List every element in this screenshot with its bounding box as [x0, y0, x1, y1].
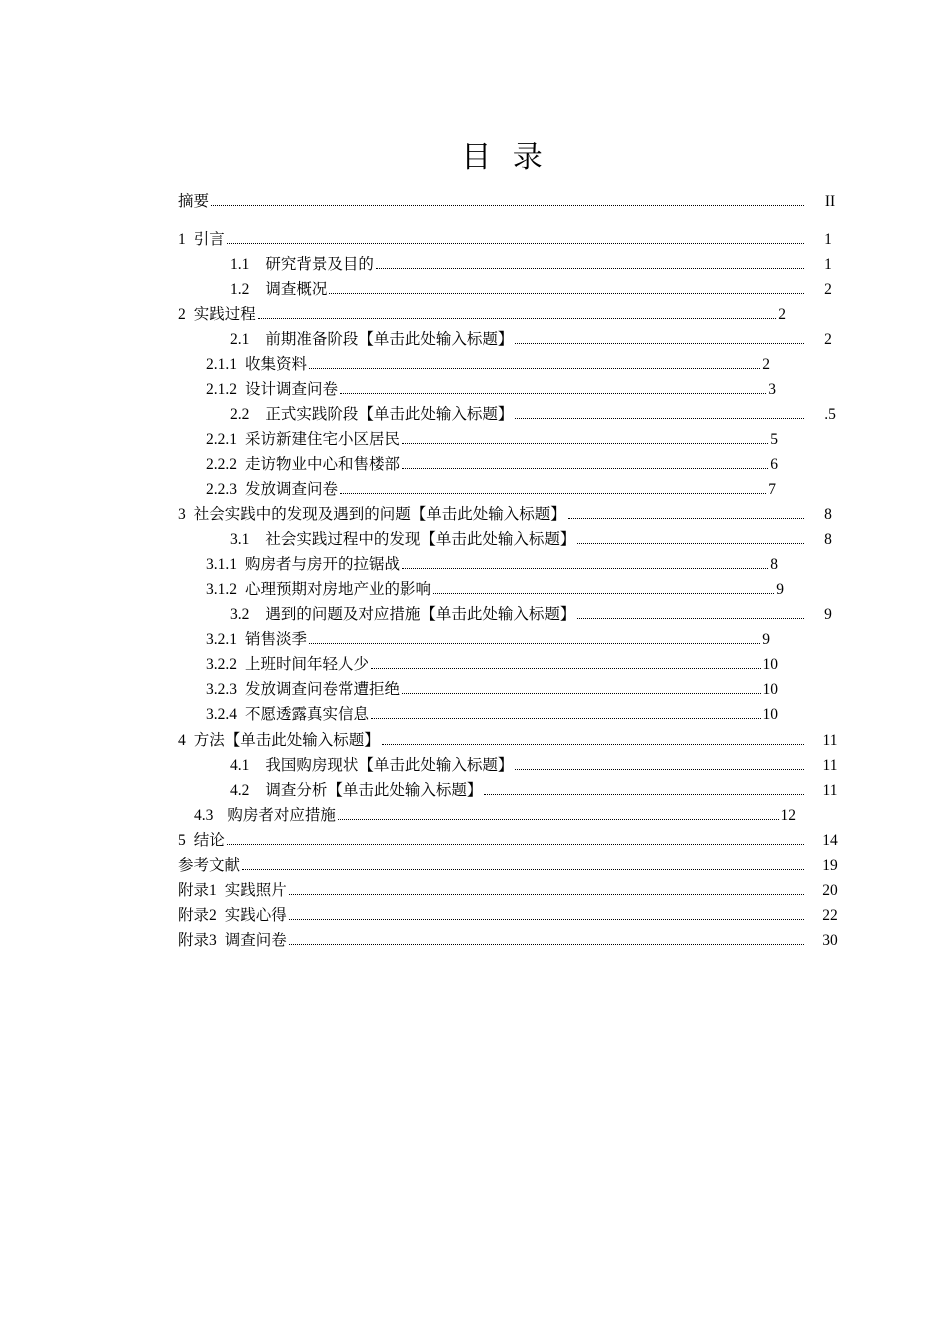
toc-page-number: 8 [824, 531, 832, 548]
toc-entry-1[interactable] [178, 230, 806, 250]
toc-entry-text: 实践过程 [193, 306, 256, 323]
toc-entry-2-2[interactable] [230, 405, 806, 425]
toc-entry-number: 3.1.2 [206, 581, 237, 598]
toc-page-number: 7 [768, 481, 776, 498]
toc-entry-text: 调查分析【单击此处输入标题】 [265, 782, 483, 799]
toc-page-number: 6 [770, 456, 778, 473]
toc-page-number: 5 [770, 431, 778, 448]
toc-page-number: 19 [822, 857, 838, 874]
toc-page-number: 10 [762, 706, 778, 723]
toc-leader-dots [289, 906, 804, 920]
toc-entry-text: 社会实践过程中的发现【单击此处输入标题】 [265, 531, 576, 548]
toc-entry-text: 研究背景及目的 [265, 256, 374, 273]
toc-leader-dots [402, 455, 768, 469]
toc-entry-appendix-3[interactable] [178, 931, 806, 951]
toc-entry-number: 1.2 [230, 281, 250, 298]
toc-entry-number: 4.1 [230, 757, 250, 774]
toc-entry-number: 2.2.2 [206, 456, 237, 473]
toc-page-number: 11 [822, 732, 838, 749]
toc-page-number: 1 [824, 231, 832, 248]
toc-leader-dots [258, 305, 776, 319]
toc-page-number: 30 [822, 932, 838, 949]
toc-page-number: .5 [824, 406, 836, 423]
toc-entry-3-1-1[interactable] [206, 555, 778, 575]
toc-entry-text: 我国购房现状【单击此处输入标题】 [265, 757, 514, 774]
toc-leader-dots [376, 255, 804, 269]
toc-entry-number: 2.2 [230, 406, 250, 423]
toc-page-number: 9 [762, 631, 770, 648]
toc-entry-number: 2.1 [230, 331, 250, 348]
toc-leader-dots [568, 505, 804, 519]
toc-entry-3-1-2[interactable] [206, 580, 784, 600]
toc-entry-text: 摘要 [178, 193, 210, 210]
toc-page-number: 22 [822, 907, 838, 924]
toc-entry-3-2-3[interactable] [206, 680, 778, 700]
toc-entry-text: 调查概况 [265, 281, 328, 298]
toc-entry-number: 3 [178, 506, 186, 523]
toc-leader-dots [515, 756, 804, 770]
toc-page-number: 2 [824, 281, 832, 298]
toc-leader-dots [227, 230, 804, 244]
toc-leader-dots [433, 580, 774, 594]
toc-page-number: 12 [780, 807, 796, 824]
toc-leader-dots [515, 405, 804, 419]
toc-entry-number: 2.2.1 [206, 431, 237, 448]
toc-entry-text: 收集资料 [245, 356, 308, 373]
toc-entry-3-1[interactable] [230, 530, 806, 550]
toc-leader-dots [402, 430, 768, 444]
toc-entry-2[interactable] [178, 305, 786, 325]
toc-entry-text: 心理预期对房地产业的影响 [245, 581, 432, 598]
toc-entry-4-3[interactable] [194, 806, 796, 826]
toc-entry-2-1[interactable] [230, 330, 806, 350]
toc-page-number: 1 [824, 256, 832, 273]
toc-page-number: 20 [822, 882, 838, 899]
toc-entry-text: 社会实践中的发现及遇到的问题【单击此处输入标题】 [193, 506, 566, 523]
toc-entry-4-1[interactable] [230, 756, 806, 776]
toc-entry-number: 3.2.1 [206, 631, 237, 648]
toc-leader-dots [309, 355, 760, 369]
toc-entry-2-1-2[interactable] [206, 380, 776, 400]
toc-entry-text: 引言 [193, 231, 225, 248]
toc-entry-number: 2.2.3 [206, 481, 237, 498]
toc-entry-references[interactable] [178, 856, 806, 876]
toc-entry-number: 附录1 [178, 882, 217, 899]
toc-entry-number: 附录3 [178, 932, 217, 949]
toc-entry-text: 销售淡季 [245, 631, 308, 648]
toc-entry-3-2-4[interactable] [206, 705, 778, 725]
toc-page-number: 10 [762, 681, 778, 698]
toc-entry-number: 1 [178, 231, 186, 248]
toc-entry-text: 发放调查问卷常遭拒绝 [245, 681, 401, 698]
toc-page-number: 8 [770, 556, 778, 573]
toc-entry-appendix-1[interactable] [178, 881, 806, 901]
toc-leader-dots [402, 680, 760, 694]
toc-entry-number: 3.2.2 [206, 656, 237, 673]
toc-entry-number: 5 [178, 832, 186, 849]
toc-leader-dots [289, 881, 804, 895]
toc-leader-dots [515, 330, 804, 344]
toc-entry-3[interactable] [178, 505, 806, 525]
toc-entry-text: 参考文献 [178, 857, 241, 874]
toc-entry-appendix-2[interactable] [178, 906, 806, 926]
toc-page-number: 9 [776, 581, 784, 598]
toc-entry-3-2-1[interactable] [206, 630, 770, 650]
toc-page-number: 9 [824, 606, 832, 623]
toc-entry-number: 附录2 [178, 907, 217, 924]
toc-entry-text: 结论 [193, 832, 225, 849]
page-title: 目 录 [461, 140, 549, 175]
toc-entry-number: 3.2.3 [206, 681, 237, 698]
toc-leader-dots [289, 931, 804, 945]
toc-page-number: 14 [822, 832, 838, 849]
toc-page-number: 2 [778, 306, 786, 323]
toc-leader-dots [402, 555, 768, 569]
toc-leader-dots [242, 856, 804, 870]
toc-leader-dots [382, 731, 804, 745]
toc-entry-4-2[interactable] [230, 781, 806, 801]
toc-entry-text: 采访新建住宅小区居民 [245, 431, 401, 448]
toc-leader-dots [340, 380, 766, 394]
toc-entry-number: 2 [178, 306, 186, 323]
toc-page-number: 11 [822, 782, 838, 799]
toc-entry-3-2-2[interactable] [206, 655, 778, 675]
toc-entry-number: 4.2 [230, 782, 250, 799]
toc-entry-number: 3.1.1 [206, 556, 237, 573]
toc-entry-text: 方法【单击此处输入标题】 [193, 732, 380, 749]
toc-page-number: 2 [762, 356, 770, 373]
toc-entry-1-1[interactable] [230, 255, 806, 275]
toc-entry-2-1-1[interactable] [206, 355, 770, 375]
toc-entry-text: 设计调查问卷 [245, 381, 339, 398]
toc-entry-abstract[interactable] [178, 192, 806, 212]
toc-entry-number: 2.1.1 [206, 356, 237, 373]
toc-entry-2-2-1[interactable] [206, 430, 778, 450]
toc-entry-text: 购房者对应措施 [227, 807, 336, 824]
toc-entry-number: 2.1.2 [206, 381, 237, 398]
toc-entry-text: 调查问卷 [224, 932, 287, 949]
toc-entry-number: 4 [178, 732, 186, 749]
toc-entry-text: 购房者与房开的拉锯战 [245, 556, 401, 573]
toc-leader-dots [309, 630, 760, 644]
toc-leader-dots [577, 605, 804, 619]
toc-leader-dots [227, 831, 804, 845]
toc-entry-3-2[interactable] [230, 605, 806, 625]
toc-leader-dots [577, 530, 804, 544]
toc-entry-1-2[interactable] [230, 280, 806, 300]
toc-page-number: 3 [768, 381, 776, 398]
toc-entry-text: 不愿透露真实信息 [245, 706, 370, 723]
toc-entry-text: 发放调查问卷 [245, 481, 339, 498]
toc-entry-text: 实践心得 [224, 907, 287, 924]
toc-leader-dots [338, 806, 779, 820]
toc-entry-5[interactable] [178, 831, 806, 851]
toc-entry-2-2-3[interactable] [206, 480, 776, 500]
toc-page-number: II [824, 193, 836, 210]
toc-leader-dots [211, 192, 804, 206]
toc-page-number: 2 [824, 331, 832, 348]
toc-page-number: 10 [762, 656, 778, 673]
toc-entry-number: 4.3 [194, 807, 214, 824]
toc-entry-number: 3.1 [230, 531, 250, 548]
toc-entry-text: 前期准备阶段【单击此处输入标题】 [265, 331, 514, 348]
toc-leader-dots [329, 280, 804, 294]
toc-entry-number: 1.1 [230, 256, 250, 273]
toc-page-number: 11 [822, 757, 838, 774]
toc-leader-dots [484, 781, 804, 795]
toc-leader-dots [371, 705, 760, 719]
toc-entry-2-2-2[interactable] [206, 455, 778, 475]
toc-entry-text: 走访物业中心和售楼部 [245, 456, 401, 473]
toc-leader-dots [340, 480, 766, 494]
toc-entry-number: 3.2.4 [206, 706, 237, 723]
toc-entry-4[interactable] [178, 731, 806, 751]
toc-entry-text: 遇到的问题及对应措施【单击此处输入标题】 [265, 606, 576, 623]
toc-leader-dots [371, 655, 760, 669]
toc-entry-text: 实践照片 [224, 882, 287, 899]
toc-page-number: 8 [824, 506, 832, 523]
toc-entry-number: 3.2 [230, 606, 250, 623]
toc-entry-text: 正式实践阶段【单击此处输入标题】 [265, 406, 514, 423]
toc-entry-text: 上班时间年轻人少 [245, 656, 370, 673]
